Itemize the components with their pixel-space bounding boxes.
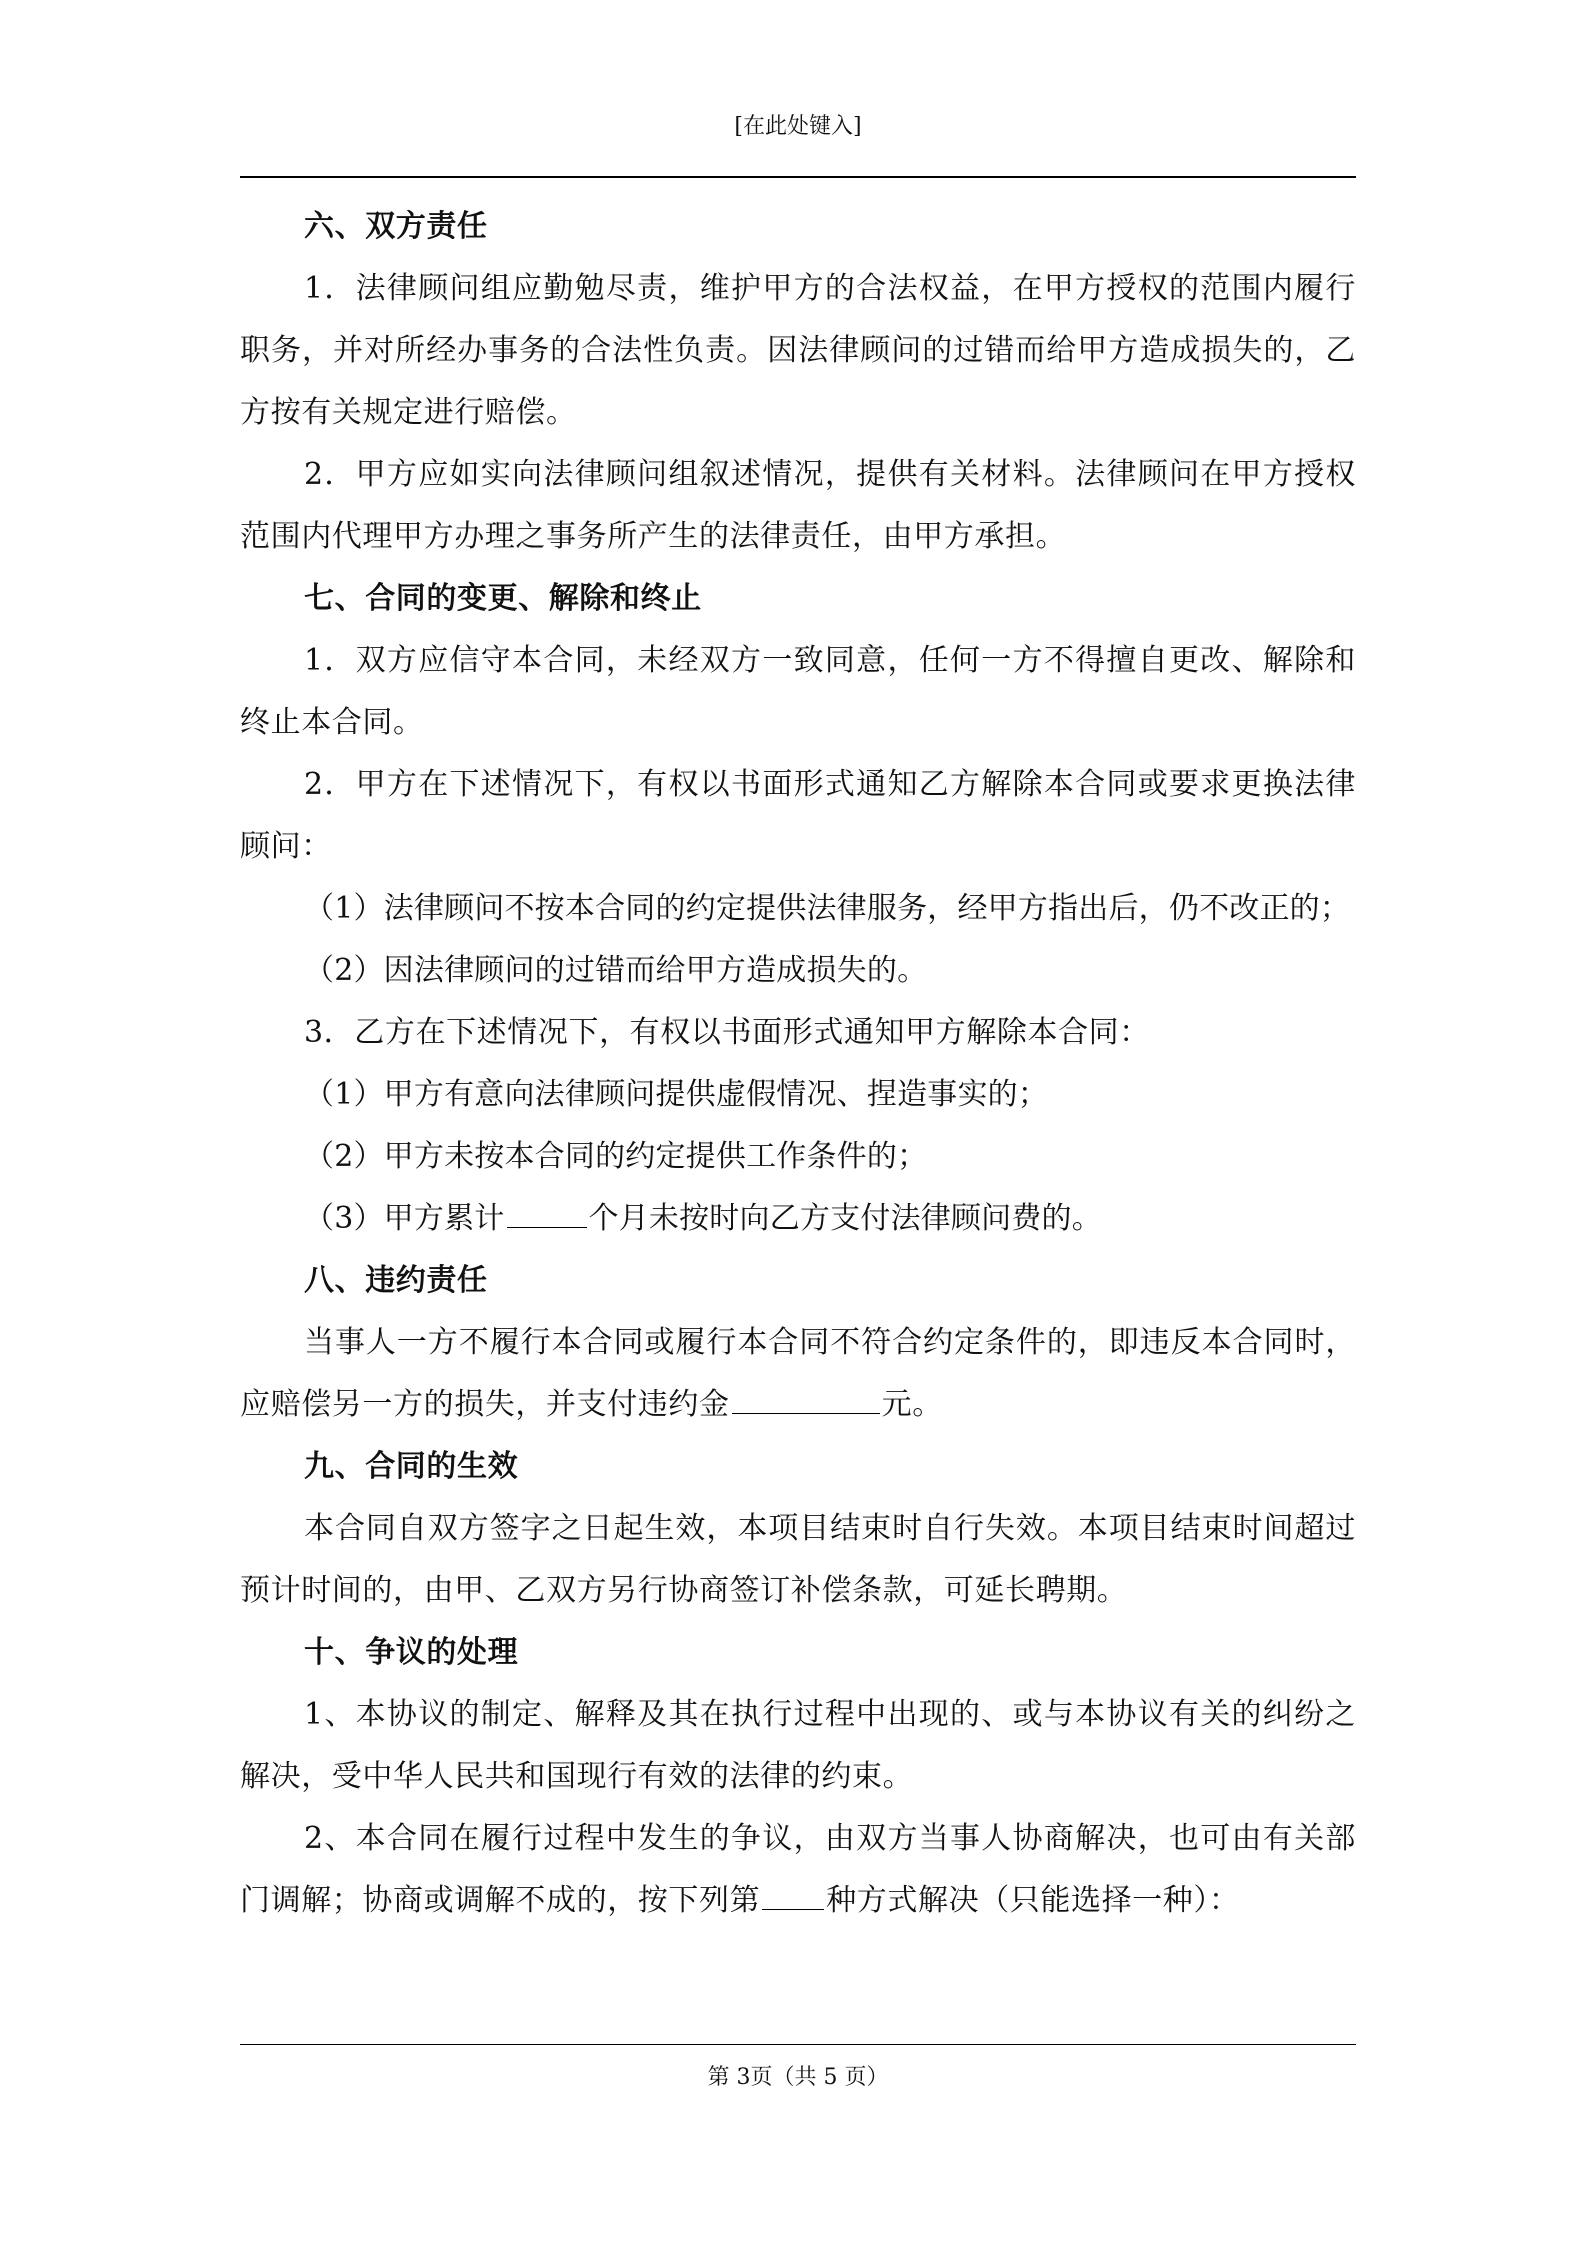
- item-3-3-text-end: 个月未按时向乙方支付法律顾问费的。: [588, 1201, 1102, 1236]
- section-7-paragraph-2: 2．甲方在下述情况下，有权以书面形式通知乙方解除本合同或要求更换法律顾问：: [240, 767, 1356, 864]
- months-blank-field[interactable]: [507, 1199, 587, 1228]
- section-7-item-3-2: （2）甲方未按本合同的约定提供工作条件的；: [304, 1139, 928, 1174]
- section-10-heading: 十、争议的处理: [304, 1635, 519, 1670]
- section-8-text-start: 当事人一方不履行本合同或履行本合同不符合约定条件的，即违反本合同时，应赔偿另一方的损失，并支付违约金: [240, 1325, 1356, 1422]
- section-7-item-2-2: （2）因法律顾问的过错而给甲方造成损失的。: [304, 953, 928, 988]
- section-9-heading: 九、合同的生效: [304, 1449, 519, 1484]
- page-header: [在此处键入]: [734, 114, 862, 139]
- section-6-heading: 六、双方责任: [304, 209, 488, 244]
- section-6-paragraph-1: 1．法律顾问组应勤勉尽责，维护甲方的合法权益，在甲方授权的范围内履行职务，并对所经办事务的合法性负责。因法律顾问的过错而给甲方造成损失的，乙方按有关规定进行赔偿。: [240, 271, 1356, 430]
- section-10-paragraph-2: [240, 1808, 1356, 1932]
- method-number-blank-field[interactable]: [762, 1881, 824, 1910]
- section-10-paragraph-1: 1、本协议的制定、解释及其在执行过程中出现的、或与本协议有关的纠纷之解决，受中华人民共和国现行有效的法律的约束。: [240, 1697, 1356, 1794]
- section-7-item-3-1: （1）甲方有意向法律顾问提供虚假情况、捏造事实的；: [304, 1077, 1049, 1112]
- section-8-heading: 八、违约责任: [304, 1263, 488, 1298]
- section-8-text-end: 元。: [881, 1387, 943, 1422]
- page-footer: 第 3页（共 5 页）: [707, 2065, 889, 2090]
- header-divider: [240, 176, 1356, 178]
- section-9-paragraph-1: 本合同自双方签字之日起生效，本项目结束时自行失效。本项目结束时间超过预计时间的，由甲、乙双方另行协商签订补偿条款，可延长聘期。: [240, 1511, 1356, 1608]
- item-3-3-text-start: （3）甲方累计: [304, 1201, 505, 1236]
- footer-divider: [240, 2044, 1356, 2045]
- section-10-text-end: 种方式解决（只能选择一种）：: [826, 1883, 1240, 1918]
- section-8-paragraph-1: [240, 1312, 1356, 1436]
- section-10-text-start: 2、本合同在履行过程中发生的争议，由双方当事人协商解决，也可由有关部门调解；协商或调解不成的，按下列第: [240, 1821, 1356, 1918]
- section-7-item-3-3: [240, 1188, 1356, 1250]
- section-7-heading: 七、合同的变更、解除和终止: [304, 581, 702, 616]
- document-body: [240, 196, 1356, 1932]
- section-7-paragraph-1: 1．双方应信守本合同，未经双方一致同意，任何一方不得擅自更改、解除和终止本合同。: [240, 643, 1356, 740]
- penalty-amount-blank-field[interactable]: [732, 1385, 880, 1414]
- section-7-item-2-1: （1）法律顾问不按本合同的约定提供法律服务，经甲方指出后，仍不改正的；: [304, 891, 1351, 926]
- section-7-paragraph-3: 3．乙方在下述情况下，有权以书面形式通知甲方解除本合同：: [304, 1015, 1150, 1050]
- section-6-paragraph-2: 2．甲方应如实向法律顾问组叙述情况，提供有关材料。法律顾问在甲方授权范围内代理甲方办理之事务所产生的法律责任，由甲方承担。: [240, 457, 1356, 554]
